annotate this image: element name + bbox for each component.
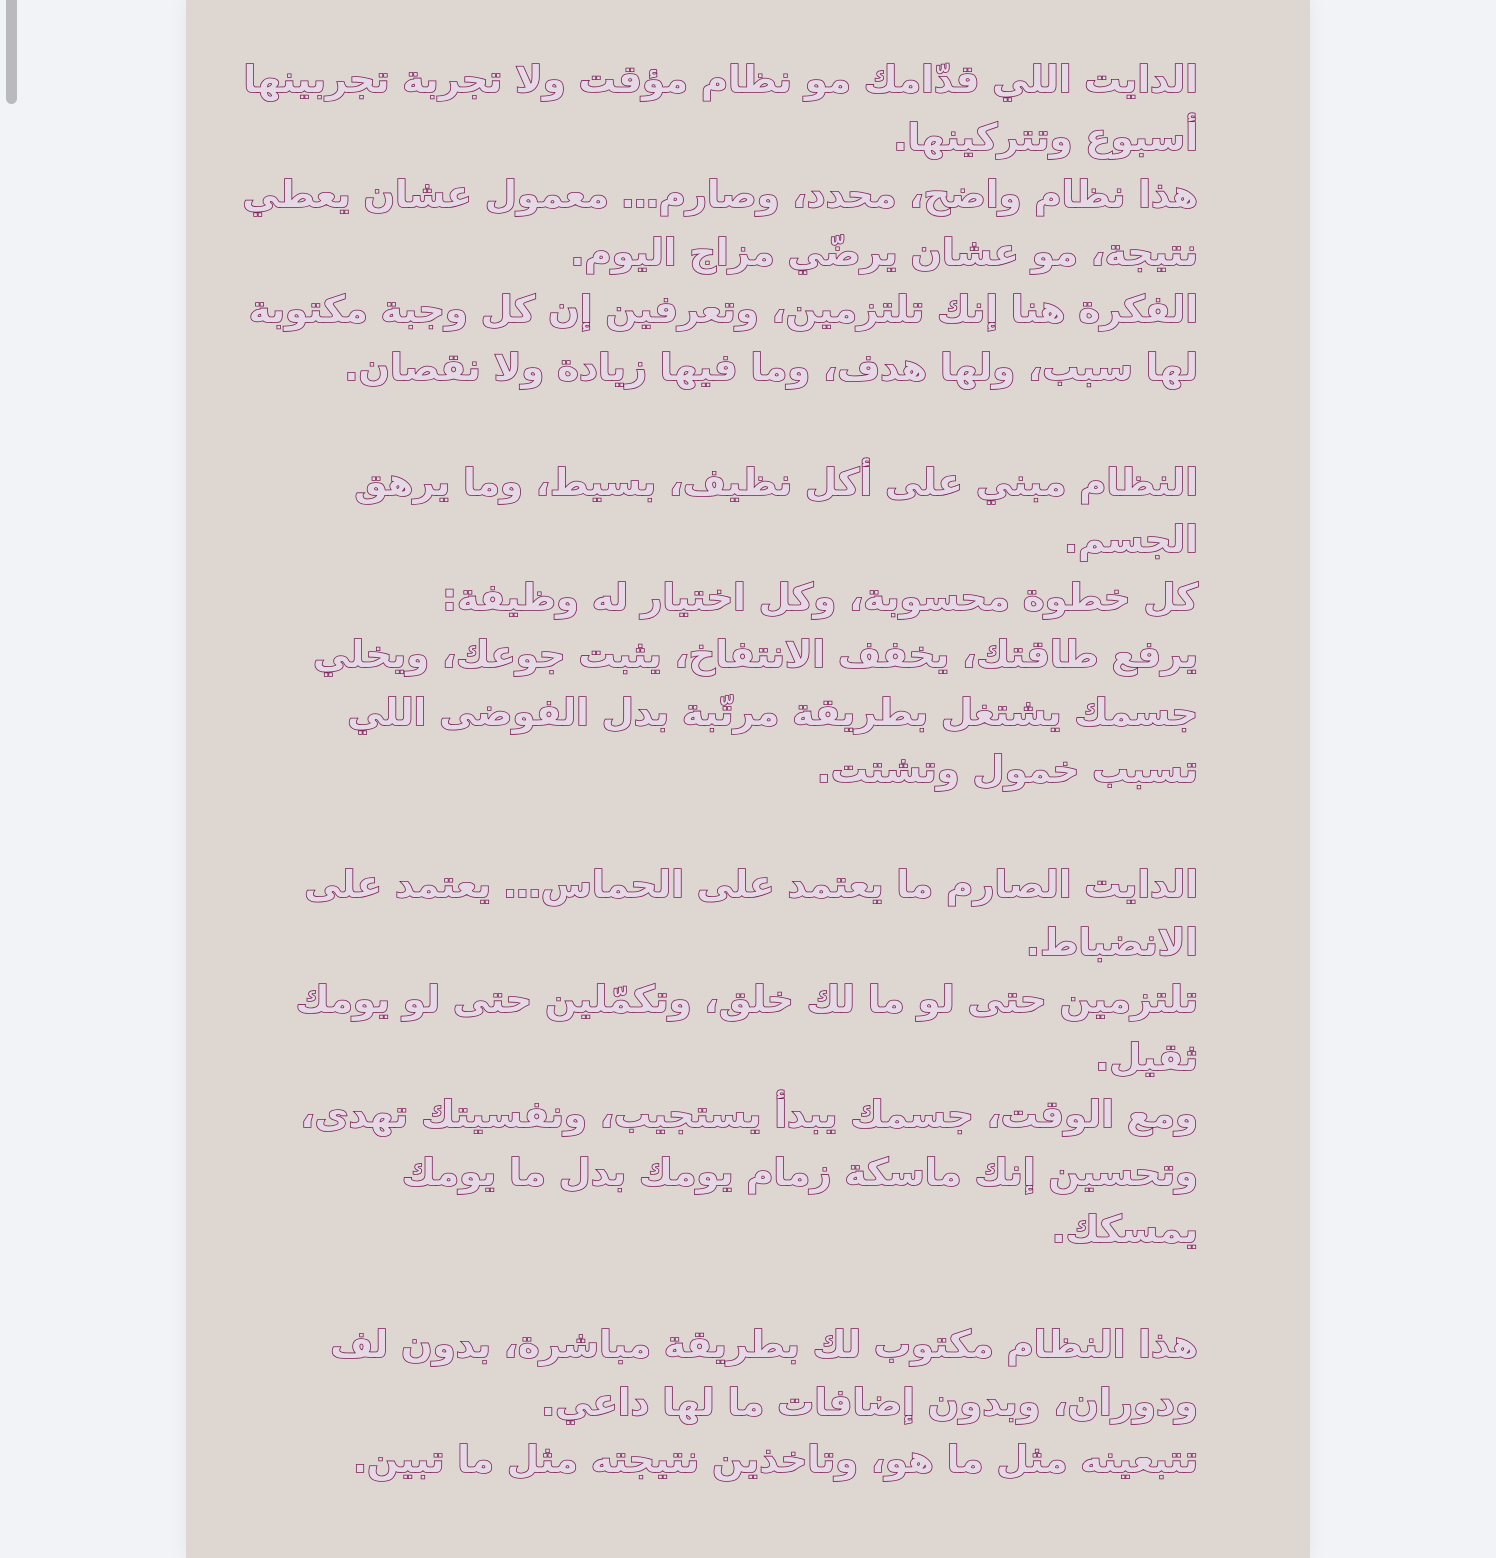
text-line: تتبعينه مثل ما هو، وتاخذين نتيجته مثل ما تبين.	[352, 1438, 1198, 1481]
text-line: يمسكك.	[1051, 1208, 1198, 1251]
paragraph-spacer	[318, 799, 1198, 857]
paragraph	[242, 51, 1198, 396]
paragraph-spacer	[318, 1259, 1198, 1317]
document-page	[186, 0, 1310, 1558]
text-line: هذا النظام مكتوب لك بطريقة مباشرة، بدون لف	[330, 1323, 1198, 1366]
text-line: كل خطوة محسوبة، وكل اختيار له وظيفة:	[442, 575, 1198, 619]
text-line: هذا نظام واضح، محدد، وصارم… معمول عشان يعطي	[242, 173, 1198, 216]
text-line: الدايت الصارم ما يعتمد على الحماس… يعتمد على	[304, 863, 1198, 906]
text-line: يرفع طاقتك، يخفف الانتفاخ، يثبت جوعك، ويخلي	[312, 633, 1198, 676]
scrollbar-thumb[interactable]	[6, 0, 17, 104]
text-line: الجسم.	[1064, 518, 1198, 561]
text-line: تسبب خمول وتشتت.	[816, 748, 1198, 791]
text-line: وتحسين إنك ماسكة زمام يومك بدل ما يومك	[401, 1150, 1198, 1194]
paragraph	[295, 856, 1198, 1259]
vertical-scrollbar[interactable]	[0, 0, 24, 1558]
text-line: الفكرة هنا إنك تلتزمين، وتعرفين إن كل وجبة مكتوبة	[248, 288, 1198, 331]
text-line: النظام مبني على أكل نظيف، بسيط، وما يرهق	[354, 460, 1198, 504]
text-line: جسمك يشتغل بطريقة مرتّبة بدل الفوضى اللي	[347, 690, 1198, 734]
text-line: ثقيل.	[1095, 1035, 1198, 1079]
paragraph	[318, 1316, 1198, 1489]
text-line: نتيجة، مو عشان يرضّي مزاج اليوم.	[570, 230, 1198, 274]
text-line: تلتزمين حتى لو ما لك خلق، وتكمّلين حتى لو يومك	[295, 978, 1198, 1021]
document-body	[242, 51, 1198, 1489]
text-line: الدايت اللي قدّامك مو نظام مؤقت ولا تجربة تجربينها	[243, 58, 1198, 101]
text-line: ودوران، وبدون إضافات ما لها داعي.	[541, 1380, 1198, 1424]
text-line: ومع الوقت، جسمك يبدأ يستجيب، ونفسيتك تهدى،	[300, 1093, 1198, 1136]
text-line: الانضباط.	[1025, 920, 1198, 964]
paragraph-spacer	[318, 396, 1198, 454]
text-line: أسبوع وتتركينها.	[893, 115, 1198, 159]
text-line: لها سبب، ولها هدف، وما فيها زيادة ولا نقصان.	[344, 345, 1198, 389]
paragraph	[312, 454, 1198, 799]
